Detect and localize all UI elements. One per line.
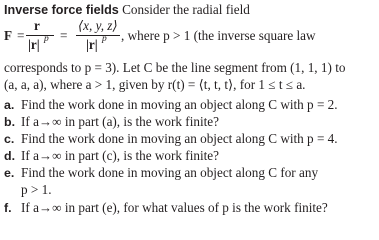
item-text: Find the work done in moving an object along C with p = 4. <box>21 131 338 146</box>
item-text: If a→∞ in part (a), is the work finite? <box>21 114 219 129</box>
question-item <box>4 114 219 130</box>
frac2-bar <box>76 35 120 36</box>
item-letter: a. <box>4 98 15 112</box>
item-letter: f. <box>4 201 12 215</box>
item-letter: c. <box>4 132 15 146</box>
question-item-continuation <box>4 182 52 198</box>
item-letter: e. <box>4 166 15 180</box>
radial-field-formula <box>4 18 379 60</box>
frac1-exponent: p <box>44 34 49 44</box>
frac2-exponent: p <box>102 34 107 44</box>
item-text: Find the work done in moving an object along C for any <box>21 165 319 180</box>
item-text: p > 1. <box>21 182 52 197</box>
frac1-numerator: r <box>34 18 40 33</box>
question-item <box>4 165 318 181</box>
formula-lhs: F <box>4 28 13 43</box>
item-letter: b. <box>4 115 16 129</box>
question-item <box>4 200 328 216</box>
frac2-denominator: |r| <box>86 37 98 52</box>
question-item <box>4 97 338 113</box>
formula-suffix: , where p > 1 (the inverse square law <box>121 28 316 43</box>
problem-intro: Consider the radial field <box>122 2 250 17</box>
frac1-denominator: |r| <box>28 37 40 52</box>
problem-text-line-3: corresponds to p = 3). Let C be the line segment from (1, 1, 1) to <box>4 60 346 75</box>
formula-equals-2: = <box>60 28 68 43</box>
problem-title: Inverse force fields <box>4 3 119 17</box>
item-text: Find the work done in moving an object along C with p = 2. <box>21 97 338 112</box>
frac2-numerator: ⟨x, y, z⟩ <box>78 18 118 33</box>
item-text: If a→∞ in part (e), for what values of p is the work finite? <box>21 200 328 215</box>
problem-text-line-4: (a, a, a), where a > 1, given by r(t) = ⟨t, t, t⟩, for 1 ≤ t ≤ a. <box>4 77 306 92</box>
problem-header <box>4 2 250 18</box>
question-item <box>4 148 219 164</box>
question-item <box>4 131 338 147</box>
formula-equals-1: = <box>17 28 25 43</box>
item-text: If a→∞ in part (c), is the work finite? <box>21 148 219 163</box>
frac1-bar <box>26 35 54 36</box>
item-letter: d. <box>4 149 16 163</box>
